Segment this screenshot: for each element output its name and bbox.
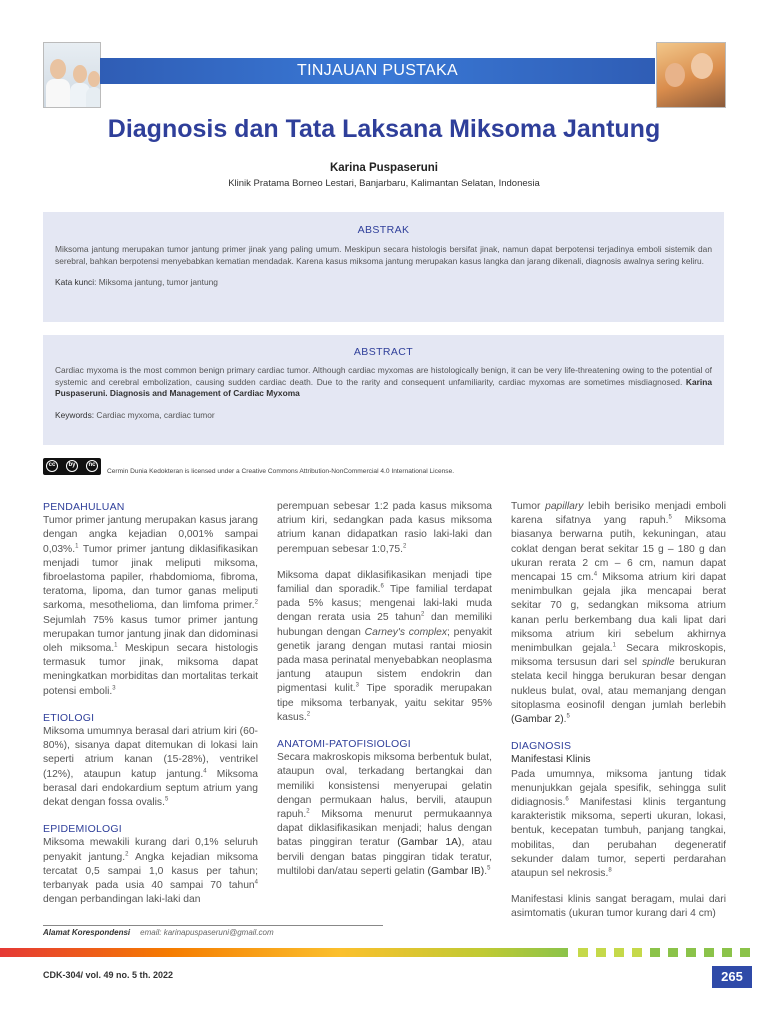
by-icon: by <box>66 460 78 472</box>
abstrak-keywords-label: Kata kunci <box>55 277 95 287</box>
footer-square <box>668 948 678 957</box>
abstrak-heading: ABSTRAK <box>357 224 410 236</box>
column-2 <box>277 500 492 879</box>
paragraph-classification <box>277 569 492 725</box>
text-run: . <box>484 865 488 877</box>
header-photo-child <box>656 42 726 108</box>
text-run: Tumor primer jantung merupakan kasus jarang dengan angka kejadian 0,001% sampai 0,03%. <box>43 515 258 555</box>
citation-ref: 2 <box>402 543 407 550</box>
citation-ref: 3 <box>355 683 360 690</box>
citation-ref: 1 <box>612 642 616 649</box>
text-run: Tipe familial terdapat pada 5% kasus; mengenai laki-laki muda dengan rerata usia 25 tahun <box>277 584 492 624</box>
paragraph-epidemiologi <box>43 836 258 907</box>
text-run: Miksoma berasal dari endokardium septum atrium yang dekat dengan fossa ovalis. <box>43 768 258 809</box>
abstrak-body: Miksoma jantung merupakan tumor jantung primer jinak yang paling umum. Meskipun secara histologis bersifat jinak, namun dapat berpotensi terjadinya emboli sistemik dan serebral, bahkan berpotensi menyebabkan kematian mendadak. Karena kasus miksoma jantung merupakan kasus langka dan jarang dikenali, diagnosis awalnya sering keliru. <box>55 244 712 266</box>
correspondence-note <box>43 928 274 937</box>
text-run: Sejumlah 75% kasus tumor primer jantung merupakan tumor jantung jinak dan didominasi oleh miksoma. <box>43 614 258 655</box>
abstract-keywords-text: Cardiac myxoma, cardiac tumor <box>94 409 215 420</box>
text-run: lebih berisiko menjadi emboli karena sifatnya yang rapuh. <box>511 501 726 527</box>
citation-ref: 4 <box>203 768 207 775</box>
abstrak-keywords <box>55 277 712 289</box>
section-banner: TINJAUAN PUSTAKA <box>100 58 655 84</box>
text-run: . <box>563 714 567 726</box>
footer-square <box>614 948 624 957</box>
text-run: Miksoma dapat diklasifikasikan menjadi tipe familial dan sporadik. <box>277 569 492 596</box>
figure-ref[interactable]: (Gambar IB) <box>427 865 485 877</box>
text-run: dan memiliki hubungan dengan <box>277 612 492 638</box>
citation-ref: 5 <box>668 514 672 521</box>
cc-icon: cc <box>46 460 58 472</box>
license-text: Cermin Dunia Kedokteran is licensed under a Creative Commons Attribution-NonCommercial 4.0 International License. <box>107 468 455 475</box>
journal-citation: CDK-304/ vol. 49 no. 5 th. 2022 <box>43 970 174 980</box>
abstract-keywords-label: Keywords: <box>55 409 95 420</box>
text-run: Miksoma biasanya berwarna putih, kekuningan, atau coklat dengan berat sekitar 15 g – 180 g dan ukuran rerata 2 cm – 6 cm, namun dapat mencapai 15 cm. <box>511 515 726 584</box>
text-run: dengan perbandingan laki-laki dan <box>43 894 201 906</box>
abstract-body <box>55 365 712 400</box>
text-run: Manifestasi klinis tergantung karakteristik miksoma, seperti ukuran, lokasi, bentuk, kecepatan tumbuh, panjang tangkai, mobilitas, dan perubahan degeneratif sekunder dalam tumor, seperti perdarahan ataupun sel nekrosis. <box>511 797 726 880</box>
heading-anatomi: ANATOMI-PATOFISIOLOGI <box>277 738 411 751</box>
citation-ref: 4 <box>593 571 598 578</box>
heading-epidemiologi: EPIDEMIOLOGI <box>43 823 122 836</box>
citation-ref: 5 <box>566 713 570 720</box>
citation-ref: 2 <box>254 600 258 606</box>
abstrak-keywords-text: : Miksoma jantung, tumor jantung <box>94 277 218 287</box>
column-3 <box>511 500 726 922</box>
abstrak-box <box>43 212 724 322</box>
footer-square <box>704 948 714 957</box>
text-run: , atau bervili dengan batas pinggiran tidak teratur, multilobi dan/atau seperti gelatin <box>277 837 492 877</box>
citation-ref: 2 <box>125 851 129 858</box>
page-number: 265 <box>712 966 752 988</box>
text-run: perempuan sebesar 1:2 pada kasus miksoma atrium kiri, sedangkan pada kasus miksoma atrium kanan didapatkan rasio laki-laki dan perempuan sebesar 1:0,75. <box>277 501 492 555</box>
footer-square <box>722 948 732 957</box>
text-run: Miksoma umumnya berasal dari atrium kiri (60-80%), sisanya dapat ditemukan di lokasi lain seperti atrium kanan (15-28%), ventrikel (12%), ataupun katup jantung. <box>43 726 258 780</box>
paragraph-etiologi <box>43 725 258 810</box>
heading-pendahuluan: PENDAHULUAN <box>43 501 125 513</box>
figure-ref[interactable]: (Gambar 2) <box>511 714 564 726</box>
text-run: Pada umumnya, miksoma jantung tidak menunjukkan gejala spesifik, sehingga sulit didiagnosis. <box>511 768 726 809</box>
article-title: Diagnosis dan Tata Laksana Miksoma Jantung <box>107 115 661 143</box>
citation-ref: 1 <box>75 543 79 550</box>
citation-ref: 4 <box>254 879 258 886</box>
heading-diagnosis: DIAGNOSIS <box>511 740 572 753</box>
paragraph-ratio <box>277 500 492 557</box>
citation-ref: 1 <box>114 642 118 649</box>
text-run: Meskipun secara histologis termasuk tumor jinak, miksoma dapat meningkatkan morbiditas dan mortalitas terkait potensi emboli. <box>43 643 258 697</box>
footer-square <box>578 948 588 957</box>
text-run: Angka kejadian miksoma tercatat 0,5 sampai 1,0 kasus per tahun; terbanyak pada usia 40 sampai 70 tahun <box>43 851 259 892</box>
abstract-heading: ABSTRACT <box>353 346 414 358</box>
figure-ref[interactable]: (Gambar 1A) <box>397 837 462 849</box>
footer-color-bar <box>0 948 568 957</box>
text-run: ; penyakit genetik jarang dengan mutasi rantai miosin pada masa perinatal menyebabkan neoplasma jantung ataupun sistem endokrin dan pigmentasi kulit. <box>277 626 492 695</box>
nc-icon: nc <box>86 460 98 472</box>
text-run: Tumor primer jantung diklasifikasikan menjadi tumor jinak meliputi miksoma, fibroelastoma papiler, rhabdomioma, fibroma, teratoma, lipoma, dan tumor ganas meliputi sarkoma, mesothelioma, dan limfoma primer. <box>43 543 258 612</box>
paragraph-manifestasi-2: Manifestasi klinis sangat beragam, mulai dari asimtomatis (ukuran tumor kurang dari 4 cm) <box>511 894 726 920</box>
text-run: Secara mikroskopis, miksoma tersusun dari sel <box>511 643 726 669</box>
citation-ref: 2 <box>420 612 425 618</box>
citation-ref: 8 <box>608 867 612 874</box>
text-run: Secara makroskopis miksoma berbentuk bulat, ataupun oval, terkadang bertangkai dan memiliki konsistensi menyerupai gelatin dengan permukaan halus, bervili, ataupun rapuh. <box>277 752 492 821</box>
author-affiliation: Klinik Pratama Borneo Lestari, Banjarbaru, Kalimantan Selatan, Indonesia <box>228 178 540 189</box>
footer-square <box>686 948 696 957</box>
text-run: Tumor <box>511 501 546 512</box>
text-run: Miksoma atrium kiri dapat menimbulkan gejala jika mencapai berat sekitar 70 g, sedangkan miksoma atrium kanan perlu berkembang dua kali lipat dari miksoma atrium kiri sebelum akhirnya menimbulkan gejala. <box>511 572 726 655</box>
author-name: Karina Puspaseruni <box>329 162 438 174</box>
paragraph-manifestasi <box>511 768 726 882</box>
heading-etiologi: ETIOLOGI <box>43 711 95 724</box>
footer-square <box>596 948 606 957</box>
abstract-body-text: Cardiac myxoma is the most common benign primary cardiac tumor. Although cardiac myxomas are histologically benign, it can be very life-threatening owing to the potential of systemic and cerebral embolization, causing sudden cardiac death. Due to the rarity and consequent unfamiliarity, cardiac myxomas are sometimes misdiagnosed. <box>55 365 712 387</box>
footer-square <box>650 948 660 957</box>
header-photo-doctors <box>43 42 101 108</box>
paragraph-anatomi <box>277 751 492 879</box>
paragraph-pendahuluan <box>43 514 258 699</box>
footer-square <box>740 948 750 957</box>
correspondence-label: Alamat Korespondensi <box>43 928 131 937</box>
text-run: Miksoma menurut permukaannya dapat diklasifikasikan menjadi; halus dengan batas pinggiran teratur <box>277 809 492 849</box>
text-run: Tipe sporadik merupakan tipe miksoma terbanyak, yaitu sekitar 95% kasus. <box>277 683 493 723</box>
citation-ref: 6 <box>380 583 384 590</box>
citation-ref: 2 <box>306 711 311 718</box>
cc-license-badge[interactable] <box>43 458 101 475</box>
footnote-divider <box>43 925 383 926</box>
citation-ref: 6 <box>565 796 569 803</box>
text-run: berukuran stelata kecil hingga berukuran besar dengan nukleus bulat, oval, atau memanjang dengan sitoplasma eosinofil dengan jumlah berlebih <box>511 657 726 711</box>
text-run: Miksoma mewakili kurang dari 0,1% seluruh penyakit jantung. <box>43 837 258 863</box>
italic-term: papillary <box>545 501 584 512</box>
abstract-keywords <box>55 410 712 422</box>
subheading-manifestasi: Manifestasi Klinis <box>511 754 591 766</box>
correspondence-email[interactable]: email: karinapuspaseruni@gmail.com <box>140 928 274 937</box>
abstract-citation: Karina Puspaseruni. Diagnosis and Management of Cardiac Myxoma <box>55 376 712 398</box>
italic-term: spindle <box>642 657 675 669</box>
abstract-box <box>43 335 724 445</box>
citation-ref: 5 <box>487 865 491 872</box>
italic-term: Carney's complex <box>364 626 448 638</box>
citation-ref: 3 <box>112 685 116 692</box>
citation-ref: 2 <box>306 808 310 815</box>
footer-square <box>632 948 642 957</box>
column-1 <box>43 500 258 907</box>
citation-ref: 5 <box>164 796 169 803</box>
paragraph-macroscopic <box>511 500 726 727</box>
